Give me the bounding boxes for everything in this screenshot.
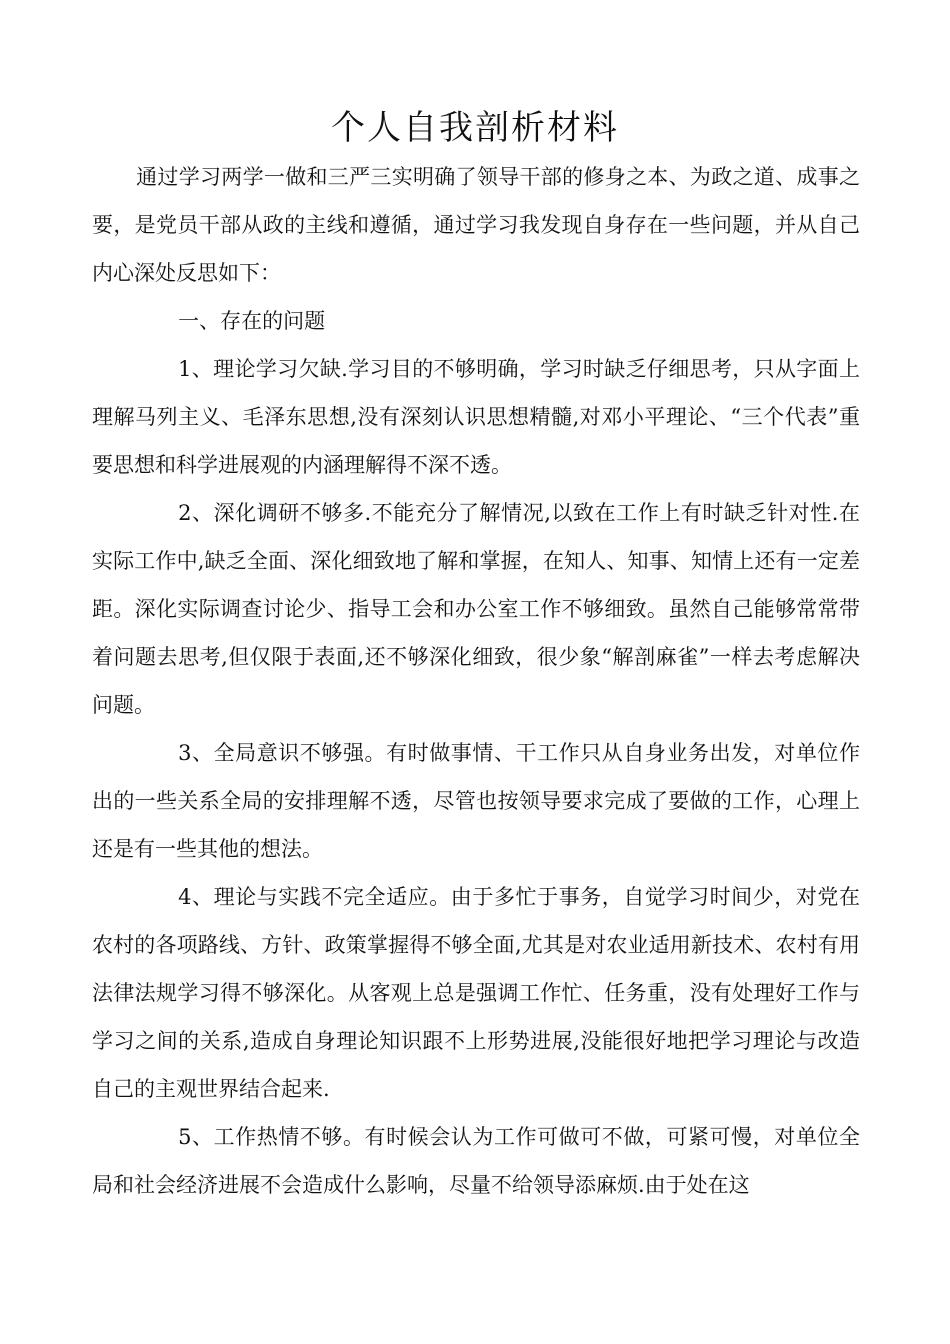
problem-item-1: 1、理论学习欠缺.学习目的不够明确，学习时缺乏仔细思考，只从字面上理解马列主义、毛泽东思想,没有深刻认识思想精髓,对邓小平理论、“三个代表”重要思想和科学进展观的内涵理解得不深不透。 [92, 357, 860, 477]
section-heading-problems: 一、存在的问题 [178, 309, 326, 333]
problem-item-2: 2、深化调研不够多.不能充分了解情况,以致在工作上有时缺乏针对性.在实际工作中,缺乏全面、深化细致地了解和掌握，在知人、知事、知情上还有一定差距。深化实际调查讨论少、指导工会和办公室工作不够细致。虽然自己能够常常带着问题去思考,但仅限于表面,还不够深化细致，很少象“解剖麻雀”一样去考虑解决问题。 [92, 501, 860, 717]
intro-paragraph: 通过学习两学一做和三严三实明确了领导干部的修身之本、为政之道、成事之要，是党员干部从政的主线和遵循，通过学习我发现自身存在一些问题，并从自己内心深处反思如下： [92, 165, 860, 285]
document-body [92, 153, 860, 1209]
problem-item-5: 5、工作热情不够。有时候会认为工作可做可不做，可紧可慢，对单位全局和社会经济进展不会造成什么影响，尽量不给领导添麻烦.由于处在这 [92, 1125, 860, 1197]
problem-item-4: 4、理论与实践不完全适应。由于多忙于事务，自觉学习时间少，对党在农村的各项路线、方针、政策掌握得不够全面,尤其是对农业适用新技术、农村有用法律法规学习得不够深化。从客观上总是强调工作忙、任务重，没有处理好工作与学习之间的关系,造成自身理论知识跟不上形势进展,没能很好地把学习理论与改造自己的主观世界结合起来. [92, 885, 860, 1101]
document-title: 个人自我剖析材料 [331, 108, 619, 148]
problem-item-3: 3、全局意识不够强。有时做事情、干工作只从自身业务出发，对单位作出的一些关系全局的安排理解不透，尽管也按领导要求完成了要做的工作，心理上还是有一些其他的想法。 [92, 741, 860, 861]
